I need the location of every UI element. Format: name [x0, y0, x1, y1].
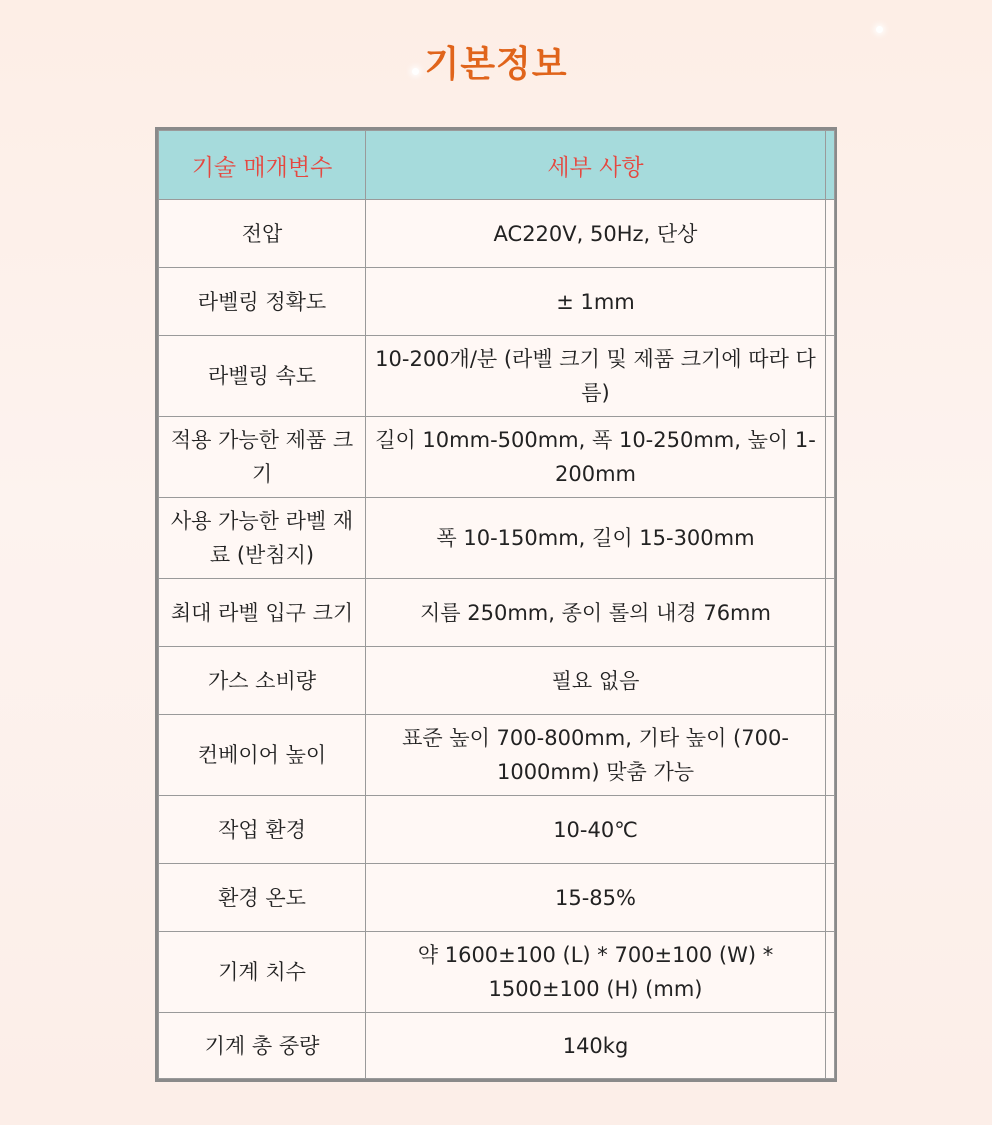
detail-cell: 140kg — [366, 1013, 826, 1079]
detail-cell: 10-40℃ — [366, 796, 826, 864]
param-cell: 기계 치수 — [159, 932, 366, 1013]
header-edge — [826, 131, 835, 200]
detail-cell: 필요 없음 — [366, 647, 826, 715]
detail-cell: AC220V, 50Hz, 단상 — [366, 200, 826, 268]
detail-cell: 15-85% — [366, 864, 826, 932]
table-header-row — [159, 131, 835, 200]
table-row — [159, 932, 835, 1013]
table-row — [159, 647, 835, 715]
sparkle-decoration — [876, 26, 883, 33]
spec-table — [155, 127, 837, 1082]
page-title: 기본정보 — [424, 44, 568, 85]
table-row — [159, 336, 835, 417]
table-row — [159, 715, 835, 796]
param-cell: 환경 온도 — [159, 864, 366, 932]
header-detail: 세부 사항 — [366, 131, 826, 200]
table-row — [159, 796, 835, 864]
detail-cell: 표준 높이 700-800mm, 기타 높이 (700-1000mm) 맞춤 가능 — [366, 715, 826, 796]
param-cell: 라벨링 속도 — [159, 336, 366, 417]
detail-cell: ± 1mm — [366, 268, 826, 336]
table-row — [159, 579, 835, 647]
table-row — [159, 864, 835, 932]
param-cell: 사용 가능한 라벨 재료 (받침지) — [159, 498, 366, 579]
param-cell: 가스 소비량 — [159, 647, 366, 715]
param-cell: 전압 — [159, 200, 366, 268]
param-cell: 라벨링 정확도 — [159, 268, 366, 336]
detail-cell: 지름 250mm, 종이 롤의 내경 76mm — [366, 579, 826, 647]
detail-cell: 약 1600±100 (L) * 700±100 (W) * 1500±100 (H) (mm) — [366, 932, 826, 1013]
param-cell: 최대 라벨 입구 크기 — [159, 579, 366, 647]
param-cell: 적용 가능한 제품 크기 — [159, 417, 366, 498]
detail-cell: 폭 10-150mm, 길이 15-300mm — [366, 498, 826, 579]
detail-cell: 길이 10mm-500mm, 폭 10-250mm, 높이 1-200mm — [366, 417, 826, 498]
table-row — [159, 1013, 835, 1079]
param-cell: 작업 환경 — [159, 796, 366, 864]
header-param: 기술 매개변수 — [159, 131, 366, 200]
table-row — [159, 417, 835, 498]
param-cell: 컨베이어 높이 — [159, 715, 366, 796]
param-cell: 기계 총 중량 — [159, 1013, 366, 1079]
table-row — [159, 268, 835, 336]
detail-cell: 10-200개/분 (라벨 크기 및 제품 크기에 따라 다름) — [366, 336, 826, 417]
table-row — [159, 200, 835, 268]
table-row — [159, 498, 835, 579]
